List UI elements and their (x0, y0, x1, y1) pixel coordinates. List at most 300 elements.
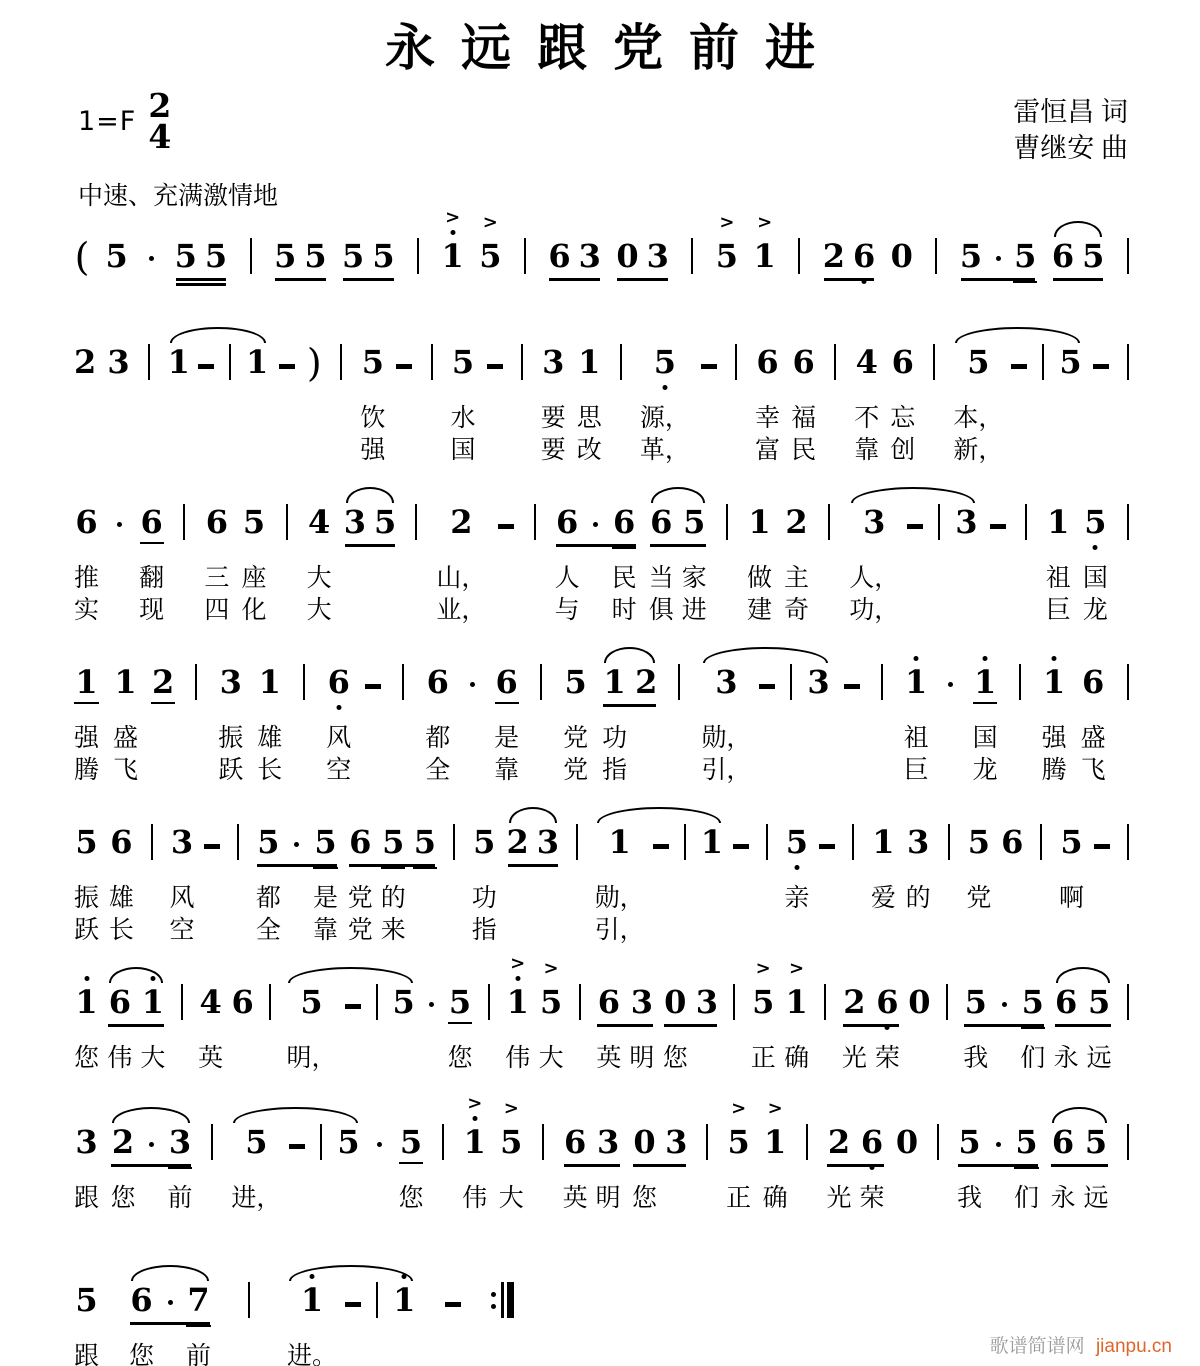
lyric-syllable: 忘 (890, 405, 916, 432)
beam-line (958, 1164, 1038, 1167)
lyric-syllable: 全 (425, 757, 451, 784)
note-box (1014, 238, 1036, 274)
underline-eighth (448, 1022, 472, 1025)
note-box (1093, 344, 1109, 380)
token-column (425, 664, 450, 782)
lyric-syllable: 做 (746, 565, 772, 592)
note-group (74, 1124, 99, 1210)
slur-arc (651, 487, 705, 503)
note-box (517, 238, 533, 274)
octave-dot-high (914, 656, 919, 661)
note-group (753, 212, 776, 275)
note-box (990, 238, 1006, 274)
lyric-syllable: 进， (231, 1185, 282, 1212)
note: 6 (613, 503, 636, 541)
beam-line (650, 544, 706, 547)
token-column (577, 344, 602, 462)
note-group (169, 824, 194, 942)
octave-dot-high (150, 976, 155, 981)
note: 5 (1021, 983, 1044, 1021)
note-group (726, 1098, 752, 1212)
note: 6 (1051, 1123, 1075, 1161)
note: 5 (75, 823, 98, 861)
note: 2 (822, 237, 845, 275)
note-group (755, 344, 780, 462)
note: 5 (274, 237, 297, 275)
accent-mark: > (789, 958, 805, 979)
barline (948, 824, 950, 860)
note-group (472, 824, 497, 942)
note: 5 (242, 503, 266, 541)
note-group (1083, 504, 1108, 622)
note-box (222, 344, 238, 380)
lyric-syllable: 勋， (594, 885, 645, 912)
note-group (111, 504, 127, 622)
lyric-syllable: 光 (826, 1185, 852, 1212)
note-box (844, 664, 860, 700)
augmentation-dot (996, 256, 1001, 261)
note-box (449, 984, 471, 1020)
lyric-syllable: 建 (746, 597, 772, 624)
token-column (424, 344, 440, 462)
note-group (941, 824, 957, 942)
augmentation-dot (996, 1142, 1001, 1147)
barline (706, 1124, 708, 1160)
note-group (436, 504, 486, 622)
token-column (374, 504, 396, 622)
lyric-syllable: 思 (576, 405, 602, 432)
token-column (372, 238, 394, 274)
beam-line (508, 864, 559, 867)
note: 5 (967, 343, 990, 381)
token-column (953, 344, 1003, 462)
token-column (74, 1124, 99, 1210)
token-column (498, 504, 514, 622)
note-group (424, 344, 440, 462)
lyric-syllable: 前 (167, 1185, 193, 1212)
token-column (113, 664, 138, 782)
note: 1 (258, 663, 281, 701)
note-group (517, 238, 533, 274)
lyric-syllable: 飞 (1080, 757, 1106, 784)
barline (415, 504, 417, 540)
note-group (541, 344, 566, 462)
note-box (171, 824, 193, 860)
augmentation-dot (117, 522, 122, 527)
lyric-syllable: 国 (450, 437, 476, 464)
dash-note (819, 844, 835, 849)
note-box (279, 344, 295, 380)
lyric-syllable: 党 (563, 757, 589, 784)
beam-line (664, 1024, 717, 1027)
note-group (451, 344, 476, 462)
note-box (371, 1124, 387, 1160)
note-group (344, 504, 397, 622)
accent-mark: > (503, 1098, 519, 1119)
token-column (517, 238, 533, 274)
note-box (1012, 664, 1028, 700)
note-box (333, 344, 349, 380)
note-box (896, 1124, 918, 1160)
token-column (563, 1124, 588, 1210)
token-column (613, 344, 629, 462)
lyric-syllable: 全 (255, 917, 281, 944)
lyric-syllable: 推 (74, 565, 100, 592)
note-group (602, 664, 657, 782)
lyric-syllable: 实 (74, 597, 100, 624)
token-column (337, 1124, 359, 1210)
token-column (616, 238, 638, 274)
note-box (75, 984, 97, 1020)
lyric-syllable: 不 (854, 405, 880, 432)
note-group (188, 664, 204, 782)
note-box (827, 344, 843, 380)
note-box (856, 344, 878, 380)
barline (151, 824, 153, 860)
lyric-syllable: 的 (905, 885, 931, 912)
barline (579, 984, 581, 1020)
lyric-syllable: 大 (306, 565, 332, 592)
token-column (494, 664, 519, 782)
token-column (243, 238, 259, 274)
lyric-syllable: 们 (1014, 1185, 1040, 1212)
note-box (1120, 238, 1136, 274)
token-column (1087, 984, 1112, 1070)
note-box (174, 984, 190, 1020)
token-column (784, 958, 810, 1072)
note: 6 (548, 237, 571, 275)
note-group (198, 984, 223, 1070)
augmentation-dot (593, 522, 598, 527)
token-column (1120, 1124, 1136, 1210)
note-group (943, 664, 959, 782)
note-group (750, 958, 776, 1072)
note-group (1018, 504, 1034, 622)
lyric-syllable: 雄 (257, 725, 283, 752)
note-group (533, 664, 549, 782)
token-column (198, 984, 223, 1070)
note-box (141, 344, 157, 380)
note: 3 (107, 343, 130, 381)
note-box (1001, 824, 1023, 860)
token-column (1046, 504, 1071, 622)
note: 5 (399, 1123, 423, 1161)
barline (402, 664, 404, 700)
note: 1 (753, 237, 776, 275)
token-column (1120, 984, 1136, 1070)
note-group (230, 824, 246, 942)
note-group (498, 1098, 524, 1212)
note-box (408, 504, 424, 540)
credits (1013, 94, 1128, 166)
token-column (1011, 344, 1027, 462)
thick-barline (507, 1282, 514, 1318)
note: 2 (843, 983, 866, 1021)
note-box (604, 664, 626, 700)
note-group (701, 344, 717, 462)
token-column (572, 984, 588, 1070)
token-column (369, 1282, 385, 1366)
lyric-syllable: 功 (602, 725, 628, 752)
token-column (74, 664, 99, 782)
note-box (647, 238, 669, 274)
note: 1 (974, 663, 997, 701)
token-column (817, 984, 833, 1070)
token-column (842, 984, 867, 1070)
octave-dot-low (1093, 545, 1098, 550)
note-box (821, 504, 837, 540)
note-group (928, 238, 944, 274)
token-column (759, 664, 775, 782)
note-box (990, 1124, 1006, 1160)
note-box (1082, 664, 1104, 700)
note: 5 (653, 343, 677, 381)
note-box (819, 824, 835, 860)
note-group (784, 958, 810, 1072)
note-group (279, 504, 295, 622)
note: 5 (958, 1123, 981, 1161)
note-group (595, 824, 723, 942)
token-column (446, 824, 462, 942)
lyric-syllable: 创 (890, 437, 916, 464)
slur-arc (112, 1107, 190, 1123)
note: 6 (110, 823, 133, 861)
token-column (990, 238, 1006, 274)
dash-note (487, 364, 503, 369)
lyric-syllable: 源， (639, 405, 690, 432)
note-box (1082, 238, 1104, 274)
lyric-syllable: 指 (602, 757, 628, 784)
lyric-syllable: 您 (398, 1185, 424, 1212)
lyric-syllable: 人 (554, 565, 580, 592)
barline (488, 984, 490, 1020)
note-box (1084, 504, 1106, 540)
note: 3 (695, 983, 718, 1021)
token-column (152, 664, 174, 782)
token-column (286, 984, 336, 1070)
token-column (726, 984, 742, 1070)
note: 1 (393, 1281, 416, 1319)
token-column (445, 1282, 461, 1366)
token-column (541, 344, 566, 462)
token-column (246, 344, 268, 462)
note-group (535, 1124, 551, 1210)
lyric-syllable: 我 (957, 1185, 983, 1212)
lyric-syllable: 确 (784, 1045, 810, 1072)
note-box (1043, 664, 1065, 700)
note-box (110, 824, 132, 860)
token-column (262, 984, 278, 1070)
note-box (539, 958, 563, 1021)
token-column (699, 1124, 715, 1210)
lyric-syllable: 党 (966, 885, 992, 912)
note-group (548, 238, 601, 274)
note: 3 (219, 663, 242, 701)
token-column (105, 238, 127, 274)
note: 5 (1082, 237, 1105, 275)
note-group (74, 824, 99, 942)
token-column (677, 824, 693, 942)
note-box (435, 1124, 451, 1160)
barline (733, 984, 735, 1020)
note-box (535, 1124, 551, 1160)
note-group (728, 344, 744, 462)
note: 5 (361, 343, 385, 381)
rest-note: 0 (908, 983, 931, 1021)
note-group (204, 824, 220, 942)
barline (828, 504, 830, 540)
accent-mark: > (755, 958, 771, 979)
note-box (105, 238, 127, 274)
note-box (843, 984, 865, 1020)
note-box (941, 824, 957, 860)
note: 1 (114, 663, 137, 701)
lyric-syllable: 远 (1086, 1045, 1112, 1072)
token-column (204, 824, 220, 942)
slur-arc (170, 327, 267, 343)
octave-dot-low (662, 385, 667, 390)
note-group (827, 344, 843, 462)
note-box (908, 984, 930, 1020)
token-column (1018, 504, 1034, 622)
note-box (1035, 344, 1051, 380)
lyric-syllable: 跟 (74, 1185, 100, 1212)
token-column (257, 664, 282, 782)
note-box (232, 984, 254, 1020)
note-box (701, 824, 723, 860)
token-column (926, 344, 942, 462)
note-group (817, 984, 833, 1070)
note-box (344, 504, 366, 540)
note-group (74, 504, 99, 622)
note-group (1001, 824, 1023, 942)
lyric-syllable: 是 (494, 725, 520, 752)
lyric-syllable: 空 (169, 917, 195, 944)
octave-dot-high (1052, 656, 1057, 661)
slur-arc (604, 647, 655, 663)
note-group (326, 664, 351, 782)
note-box (677, 824, 693, 860)
token-column (348, 824, 373, 942)
dash-note (1094, 844, 1110, 849)
note: 1 (748, 503, 771, 541)
token-column (696, 984, 718, 1070)
token-column (1012, 664, 1028, 782)
barline (453, 824, 455, 860)
token-column (289, 1124, 305, 1210)
note-box (1055, 984, 1077, 1020)
note-box (853, 238, 875, 274)
note-box (631, 984, 653, 1020)
note-group (957, 1124, 1039, 1210)
note: 5 (1059, 343, 1082, 381)
note: 3 (75, 1123, 98, 1161)
token-column (715, 212, 739, 275)
note-box (872, 824, 894, 860)
token-column (230, 824, 246, 942)
note-group (684, 238, 700, 274)
note-group (1012, 664, 1028, 782)
token-column (398, 1124, 423, 1210)
note-box (337, 1124, 359, 1160)
note: 1 (141, 983, 165, 1021)
note-group (649, 504, 707, 622)
token-column (326, 664, 351, 782)
token-column (222, 344, 238, 462)
note-group (577, 344, 602, 462)
note: 6 (1051, 237, 1075, 275)
token-column (849, 504, 899, 622)
note-group (168, 344, 269, 462)
lyric-syllable: 翻 (139, 565, 165, 592)
note-group (719, 504, 735, 622)
token-column (365, 664, 381, 782)
token-column (435, 1124, 451, 1210)
note-box (308, 504, 330, 540)
token-column (167, 1124, 192, 1210)
note: 1 (700, 823, 723, 861)
token-column (74, 824, 99, 942)
note-box (537, 824, 559, 860)
note: 5 (204, 237, 228, 275)
token-column (169, 824, 194, 942)
token-column (653, 824, 669, 942)
note-box (414, 824, 436, 860)
token-column (733, 824, 749, 942)
barline (237, 824, 239, 860)
lyric-syllable: 盛 (1080, 725, 1106, 752)
token-column (514, 344, 530, 462)
slur-arc (1054, 221, 1103, 237)
note: 5 (304, 237, 327, 275)
token-column (908, 984, 930, 1070)
token-column (287, 1282, 337, 1366)
beam-line (275, 278, 326, 281)
lyric-syllable: 龙 (972, 757, 998, 784)
beam-line (633, 1164, 686, 1167)
token-column (791, 238, 807, 274)
note: 1 (578, 343, 601, 381)
token-column (74, 984, 99, 1070)
note-box (759, 664, 775, 700)
note-box (168, 344, 190, 380)
note-box (664, 984, 686, 1020)
note-group (139, 504, 164, 622)
note-box (748, 504, 770, 540)
lyric-syllable: 三 (204, 565, 230, 592)
accent-mark: > (445, 207, 461, 228)
underline-sixteenth (313, 867, 337, 870)
note-group (514, 344, 530, 462)
note-box (654, 344, 676, 380)
note-group (144, 824, 160, 942)
note-box (372, 238, 394, 274)
note-group (799, 1124, 815, 1210)
lyric-syllable: 强 (1041, 725, 1067, 752)
note-group (1120, 344, 1136, 462)
barline (442, 1124, 444, 1160)
dash-note (289, 1144, 305, 1149)
token-column (279, 344, 295, 462)
note-group (613, 344, 629, 462)
augmentation-dot (470, 682, 475, 687)
note: 5 (382, 823, 405, 861)
note-box (565, 664, 587, 700)
token-column (1059, 824, 1084, 942)
token-column (143, 238, 159, 274)
note-box (974, 664, 996, 700)
composer-credit: 曹继安 曲 (1013, 133, 1128, 163)
